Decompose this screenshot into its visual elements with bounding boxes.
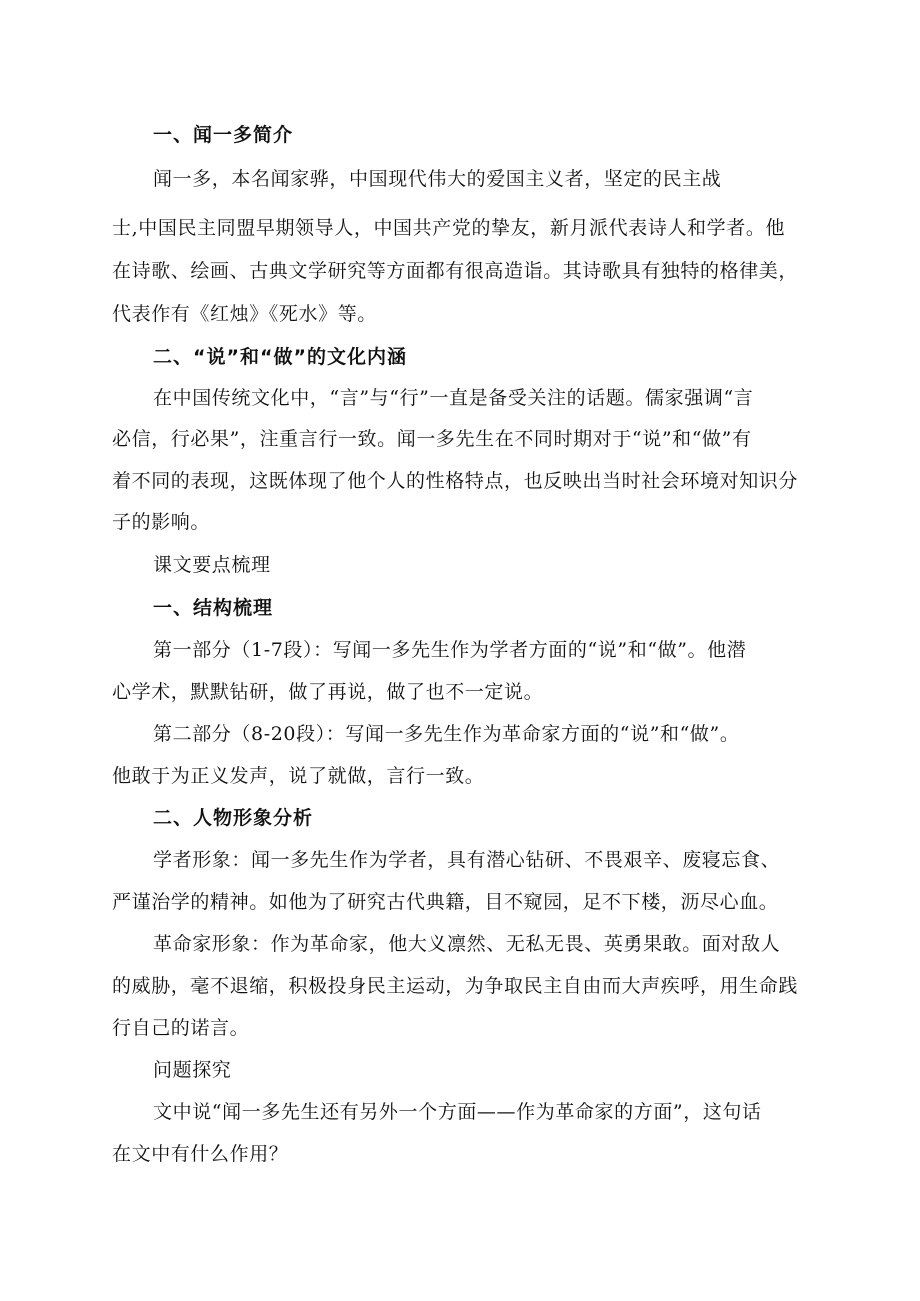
paragraph-line: 心学术，默默钻研，做了再说，做了也不一定说。: [112, 681, 544, 703]
paragraph-line: 的威胁，毫不退缩，积极投身民主运动，为争取民主自由而大声疾呼，用生命践: [112, 975, 799, 997]
paragraph-line: 士,中国民主同盟早期领导人，中国共产党的挚友，新月派代表诗人和学者。他: [112, 217, 786, 239]
paragraph-line: 代表作有《红烛》《死水》等。: [112, 303, 377, 325]
section-heading-culture: 二、“说”和“做”的文化内涵: [153, 346, 407, 368]
section-heading-intro: 一、闻一多简介: [153, 124, 294, 146]
paragraph-line: 革命家形象：作为革命家，他大义凛然、无私无畏、英勇果敢。面对敌人: [153, 933, 781, 955]
paragraph-line: 第一部分（1-7段）：写闻一多先生作为学者方面的“说”和“做”。他潜: [153, 639, 747, 661]
paragraph-line: 第二部分（8-20段）：写闻一多先生作为革命家方面的“说”和“做”。: [153, 723, 740, 745]
paragraph-line: 在中国传统文化中，“言”与“行”一直是备受关注的话题。儒家强调“言: [153, 387, 754, 409]
paragraph-line: 文中说“闻一多先生还有另外一个方面——作为革命家的方面”，这句话: [153, 1101, 762, 1123]
paragraph-line: 在文中有什么作用？: [112, 1143, 289, 1165]
paragraph-line: 严谨治学的精神。如他为了研究古代典籍，目不窥园，足不下楼，沥尽心血。: [112, 891, 779, 913]
paragraph-line: 必信，行必果”，注重言行一致。闻一多先生在不同时期对于“说”和“做”有: [112, 428, 752, 450]
inquiry-title: 问题探究: [153, 1059, 232, 1081]
paragraph-line: 闻一多，本名闻家骅，中国现代伟大的爱国主义者，坚定的民主战: [153, 168, 722, 190]
paragraph-line: 学者形象：闻一多先生作为学者，具有潜心钻研、不畏艰辛、废寝忘食、: [153, 849, 781, 871]
paragraph-line: 在诗歌、绘画、古典文学研究等方面都有很高造诣。其诗歌具有独特的格律美，: [112, 260, 799, 282]
summary-title: 课文要点梳理: [153, 554, 271, 576]
paragraph-line: 着不同的表现，这既体现了他个人的性格特点，也反映出当时社会环境对知识分: [112, 470, 799, 492]
section-heading-character: 二、人物形象分析: [153, 807, 314, 829]
section-heading-structure: 一、结构梳理: [153, 597, 274, 619]
paragraph-line: 他敢于为正义发声，说了就做，言行一致。: [112, 765, 485, 787]
paragraph-line: 子的影响。: [112, 511, 211, 533]
paragraph-line: 行自己的诺言。: [112, 1017, 250, 1039]
